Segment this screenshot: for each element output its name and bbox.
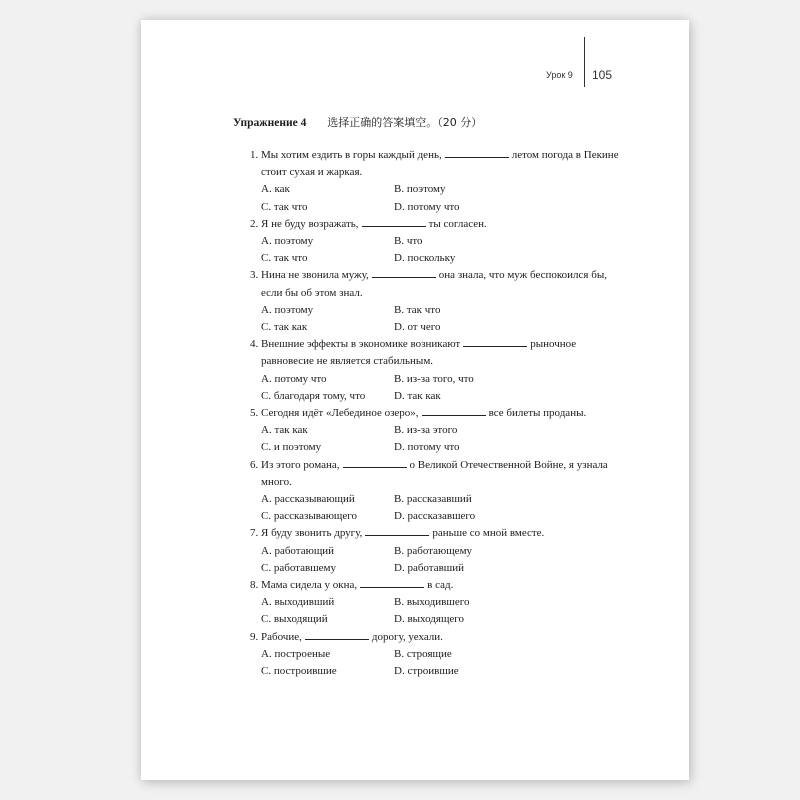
options-row xyxy=(261,233,615,250)
answer-blank xyxy=(365,534,429,536)
question-line xyxy=(250,147,619,164)
question-text-after: ты согласен. xyxy=(428,217,487,230)
question-item xyxy=(250,525,615,577)
answer-blank xyxy=(360,586,424,588)
options-row xyxy=(261,543,615,560)
answer-option: B. рассказавший xyxy=(394,493,472,506)
options-row xyxy=(261,319,615,336)
answer-option: D. от чего xyxy=(394,321,441,334)
question-item xyxy=(250,147,619,216)
question-item xyxy=(250,577,615,629)
options-row xyxy=(261,611,615,628)
options-row xyxy=(261,646,615,663)
question-text-before: Я не буду возражать, xyxy=(261,217,359,230)
answer-option: B. выходившего xyxy=(394,596,470,609)
answer-options xyxy=(250,422,615,456)
question-number: 1. xyxy=(250,149,259,161)
question-list xyxy=(250,147,619,680)
lesson-header: Урок 9 xyxy=(546,70,573,80)
exercise-instruction: 选择正确的答案填空。（20 分） xyxy=(327,116,483,129)
answer-options xyxy=(250,594,615,628)
header-divider xyxy=(584,37,585,87)
answer-option: A. как xyxy=(261,183,290,196)
question-text-before: Сегодня идёт «Лебединое озеро», xyxy=(261,407,419,420)
question-number: 3. xyxy=(250,269,259,282)
options-row xyxy=(261,181,615,198)
options-row xyxy=(261,439,615,456)
question-item xyxy=(250,629,615,681)
question-number: 7. xyxy=(250,527,259,540)
book-page xyxy=(141,20,689,780)
answer-options xyxy=(250,181,615,215)
answer-option: A. поэтому xyxy=(261,235,314,248)
question-item xyxy=(250,457,615,526)
exercise-number: Упражнение 4 xyxy=(233,117,307,129)
answer-option: C. выходящий xyxy=(261,613,328,626)
answer-blank xyxy=(343,466,407,468)
answer-option: B. что xyxy=(394,235,423,248)
exercise-title xyxy=(233,114,482,130)
answer-blank xyxy=(372,276,436,278)
answer-blank xyxy=(362,225,426,227)
question-text-after: о Великой Отечественной Войне, я узнала xyxy=(409,458,608,471)
answer-option: C. благодаря тому, что xyxy=(261,389,366,402)
question-text-after: дорогу, уехали. xyxy=(371,630,443,643)
question-item xyxy=(250,336,615,405)
answer-options xyxy=(250,371,615,405)
answer-option: D. поскольку xyxy=(394,252,456,265)
question-text-continued: много. xyxy=(261,475,292,488)
answer-option: B. поэтому xyxy=(394,183,446,196)
answer-option: A. построеные xyxy=(261,647,331,660)
answer-option: A. рассказывающий xyxy=(261,493,355,506)
question-item xyxy=(250,267,615,336)
options-row xyxy=(261,388,615,405)
question-text-before: Нина не звонила мужу, xyxy=(261,269,369,282)
answer-blank xyxy=(463,345,527,347)
question-line xyxy=(250,629,615,646)
question-item xyxy=(250,405,615,457)
answer-blank xyxy=(422,414,486,416)
question-number: 6. xyxy=(250,458,259,471)
question-text-before: Из этого романа, xyxy=(261,458,340,471)
question-text-before: Я буду звонить другу, xyxy=(261,527,363,540)
answer-option: B. так что xyxy=(394,303,441,316)
answer-option: B. работающему xyxy=(394,544,473,557)
question-number: 8. xyxy=(250,579,259,592)
question-text-after: рыночное xyxy=(530,338,577,351)
answer-option: C. рассказывающего xyxy=(261,510,358,523)
question-text-continued: равновесие не является стабильным. xyxy=(261,355,434,368)
answer-option: A. так как xyxy=(261,424,308,437)
question-number: 4. xyxy=(250,338,259,351)
question-line xyxy=(250,336,615,353)
answer-option: D. потому что xyxy=(394,441,460,454)
answer-option: C. так как xyxy=(261,321,308,334)
question-text-before: Мы хотим ездить в горы каждый день, xyxy=(261,149,442,161)
answer-option: D. строившие xyxy=(394,665,459,678)
answer-option: C. построившие xyxy=(261,665,337,678)
answer-options xyxy=(250,302,615,336)
answer-blank xyxy=(305,638,369,640)
answer-option: A. потому что xyxy=(261,372,327,385)
question-text-continued: стоит сухая и жаркая. xyxy=(261,166,363,179)
answer-option: C. и поэтому xyxy=(261,441,322,454)
question-line xyxy=(250,216,615,233)
options-row xyxy=(261,371,615,388)
answer-option: B. строящие xyxy=(394,647,452,660)
answer-options xyxy=(250,543,615,577)
answer-option: C. работавшему xyxy=(261,561,337,574)
answer-option: D. работавший xyxy=(394,561,465,574)
answer-options xyxy=(250,233,615,267)
question-line xyxy=(250,457,615,474)
answer-option: D. потому что xyxy=(394,200,460,213)
options-row xyxy=(261,250,615,267)
answer-option: B. из-за этого xyxy=(394,424,458,437)
question-line xyxy=(250,267,615,284)
options-row xyxy=(261,594,615,611)
question-text-continued: если бы об этом знал. xyxy=(261,286,363,299)
answer-option: B. из-за того, что xyxy=(394,372,474,385)
answer-option: D. выходящего xyxy=(394,613,465,626)
question-number: 2. xyxy=(250,217,259,230)
answer-blank xyxy=(445,156,509,158)
options-row xyxy=(261,508,615,525)
answer-option: A. работающий xyxy=(261,544,335,557)
answer-options xyxy=(250,491,615,525)
answer-options xyxy=(250,646,615,680)
question-text-after: раньше со мной вместе. xyxy=(432,527,545,540)
question-text-before: Мама сидела у окна, xyxy=(261,579,358,592)
options-row xyxy=(261,199,615,216)
question-line xyxy=(250,405,615,422)
question-number: 9. xyxy=(250,630,259,643)
question-text-after: летом погода в Пекине xyxy=(511,149,619,161)
question-line xyxy=(250,525,615,542)
options-row xyxy=(261,491,615,508)
answer-option: D. так как xyxy=(394,389,441,402)
answer-option: D. рассказавшего xyxy=(394,510,476,523)
options-row xyxy=(261,560,615,577)
options-row xyxy=(261,422,615,439)
answer-option: C. так что xyxy=(261,200,308,213)
question-text-after: в сад. xyxy=(427,579,454,592)
options-row xyxy=(261,663,615,680)
question-item xyxy=(250,216,615,268)
answer-option: A. выходивший xyxy=(261,596,335,609)
answer-option: C. так что xyxy=(261,252,308,265)
question-number: 5. xyxy=(250,407,259,420)
question-text-after: она знала, что муж беспокоился бы, xyxy=(438,269,607,282)
question-line xyxy=(250,577,615,594)
answer-option: A. поэтому xyxy=(261,303,314,316)
options-row xyxy=(261,302,615,319)
question-text-before: Рабочие, xyxy=(261,630,302,643)
question-text-before: Внешние эффекты в экономике возникают xyxy=(261,338,461,351)
question-text-after: все билеты проданы. xyxy=(488,407,587,420)
page-number: 105 xyxy=(592,68,613,82)
